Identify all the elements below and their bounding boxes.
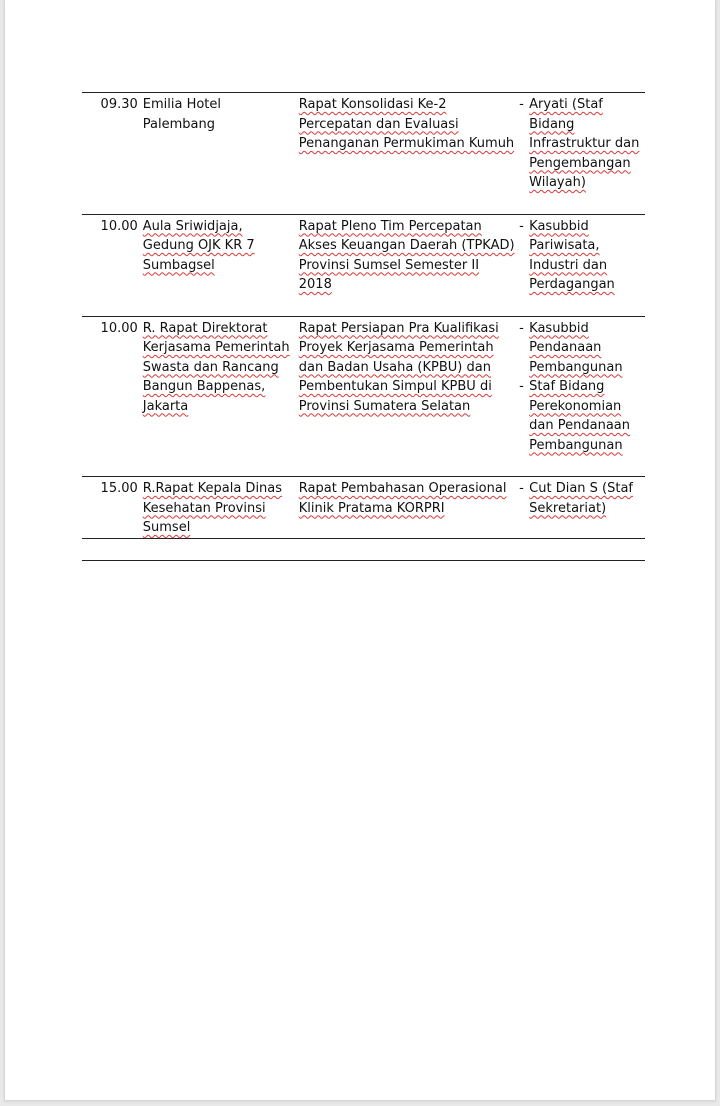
place-cell	[143, 214, 299, 295]
place-cell	[143, 316, 299, 455]
attendee-text: Kasubbid Pariwisata, Industri dan Perdagangan	[529, 218, 615, 292]
attendee-text: Aryati (Staf Bidang Infrastruktur dan Pengembangan Wilayah)	[529, 97, 640, 190]
list-dash: -	[519, 218, 524, 234]
place-text: Aula Sriwidjaja, Gedung OJK KR 7 Sumbagsel	[142, 218, 255, 273]
attendee-item	[519, 479, 645, 518]
attendee-item	[519, 319, 645, 378]
list-dash: -	[519, 481, 524, 496]
table-row	[82, 316, 645, 455]
attendee-item	[519, 377, 645, 455]
attendee-text: Staf Bidang Perekonomian dan Pendanaan Pembangunan	[529, 379, 630, 453]
time-cell: 09.30	[100, 97, 138, 112]
table-row	[82, 93, 645, 193]
attendee-cell	[519, 316, 645, 455]
list-dash: -	[519, 320, 524, 336]
schedule-table	[82, 92, 645, 561]
attendee-cell	[519, 93, 645, 193]
place-cell: Emilia Hotel Palembang	[142, 97, 222, 132]
place-text: R.Rapat Kepala Dinas Kesehatan Provinsi Sumsel	[142, 481, 283, 535]
time-cell: 15.00	[100, 481, 138, 496]
list-dash: -	[519, 379, 524, 394]
time-cell: 10.00	[100, 218, 138, 234]
event-text: Rapat Konsolidasi Ke-2 Percepatan dan Evaluasi Penanganan Permukiman Kumuh	[298, 97, 515, 151]
attendee-text: Cut Dian S (Staf Sekretariat)	[529, 481, 634, 516]
attendee-cell	[519, 477, 645, 539]
event-cell	[299, 316, 519, 455]
attendee-item	[519, 95, 645, 193]
attendee-text: Kasubbid Pendanaan Pembangunan	[529, 320, 623, 375]
time-cell: 10.00	[100, 320, 138, 336]
attendee-item	[519, 217, 645, 295]
place-text: R. Rapat Direktorat Kerjasama Pemerintah Swasta dan Rancang Bangun Bappenas, Jakarta	[142, 320, 290, 414]
list-dash: -	[519, 97, 524, 112]
attendee-cell	[519, 214, 645, 295]
event-cell	[299, 93, 519, 193]
document-page	[4, 0, 716, 1101]
table-row	[82, 477, 645, 539]
event-cell	[299, 477, 519, 539]
event-cell	[299, 214, 519, 295]
event-text: Rapat Persiapan Pra Kualifikasi Proyek Kerjasama Pemerintah dan Badan Usaha (KPBU) dan Pembentukan Simpul KPBU di Provinsi Sumatera Selatan	[298, 320, 499, 414]
table-row	[82, 214, 645, 295]
event-text: Rapat Pleno Tim Percepatan Akses Keuangan Daerah (TPKAD) Provinsi Sumsel Semester II 2018	[298, 218, 515, 292]
event-text: Rapat Pembahasan Operasional Klinik Pratama KORPRI	[298, 481, 507, 516]
place-cell	[143, 477, 299, 539]
